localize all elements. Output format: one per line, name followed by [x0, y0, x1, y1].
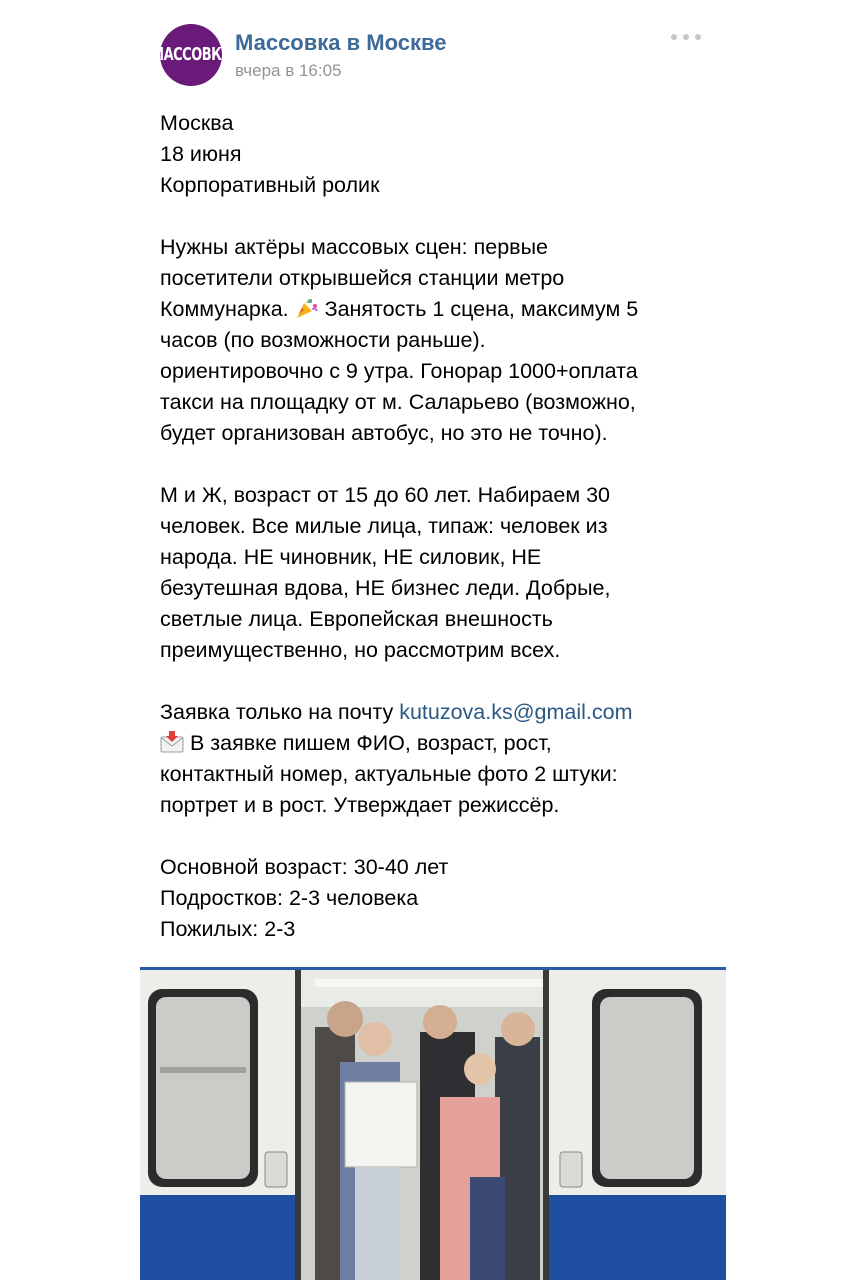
text-fragment: Занятость 1 сцена, максимум 5 — [318, 297, 639, 321]
text-line — [160, 294, 720, 325]
text-line: ориентировочно с 9 утра. Гонорар 1000+оплата — [160, 359, 638, 383]
text-line: Нужны актёры массовых сцен: первые — [160, 235, 549, 259]
text-line: такси на площадку от м. Саларьево (возможно, — [160, 390, 636, 414]
post-header — [151, 24, 705, 88]
author-name[interactable]: Массовка в Москве — [235, 30, 447, 55]
metro-train-photo — [140, 967, 726, 1280]
text-line: преимущественно, но рассмотрим всех. — [160, 638, 561, 662]
avatar[interactable] — [151, 24, 231, 86]
text-line: безутешная вдова, НЕ бизнес леди. Добрые, — [160, 576, 611, 600]
text-fragment: Заявка только на почту — [160, 700, 400, 724]
text-line: Корпоративный ролик — [160, 173, 380, 197]
more-icon[interactable] — [671, 30, 701, 44]
text-line: светлые лица. Европейская внешность — [160, 607, 553, 631]
text-line: посетители открывшейся станции метро — [160, 266, 565, 290]
text-line: Основной возраст: 30-40 лет — [160, 855, 449, 879]
text-line — [160, 697, 720, 728]
incoming-envelope-icon — [160, 731, 184, 753]
email-link[interactable]: kutuzova.ks@gmail.com — [399, 700, 633, 724]
party-popper-icon — [295, 297, 319, 319]
post-text — [160, 108, 720, 945]
avatar-text: МАССОВКА — [151, 44, 231, 66]
text-line — [160, 728, 720, 759]
text-line: будет организован автобус, но это не точно). — [160, 421, 608, 445]
text-line: Москва — [160, 111, 234, 135]
text-line: 18 июня — [160, 142, 242, 166]
text-line: часов (по возможности раньше). — [160, 328, 486, 352]
text-line: человек. Все милые лица, типаж: человек из — [160, 514, 608, 538]
text-line: Пожилых: 2-3 — [160, 917, 296, 941]
text-line: контактный номер, актуальные фото 2 штуки: — [160, 762, 618, 786]
text-line: М и Ж, возраст от 15 до 60 лет. Набираем 30 — [160, 483, 611, 507]
post-time[interactable]: вчера в 16:05 — [235, 61, 342, 80]
text-line: портрет и в рост. Утверждает режиссёр. — [160, 793, 560, 817]
text-line: народа. НЕ чиновник, НЕ силовик, НЕ — [160, 545, 542, 569]
text-line: Подростков: 2-3 человека — [160, 886, 419, 910]
post-photo[interactable] — [140, 967, 726, 1280]
text-fragment: В заявке пишем ФИО, возраст, рост, — [184, 731, 552, 755]
text-fragment: Коммунарка. — [160, 297, 289, 321]
